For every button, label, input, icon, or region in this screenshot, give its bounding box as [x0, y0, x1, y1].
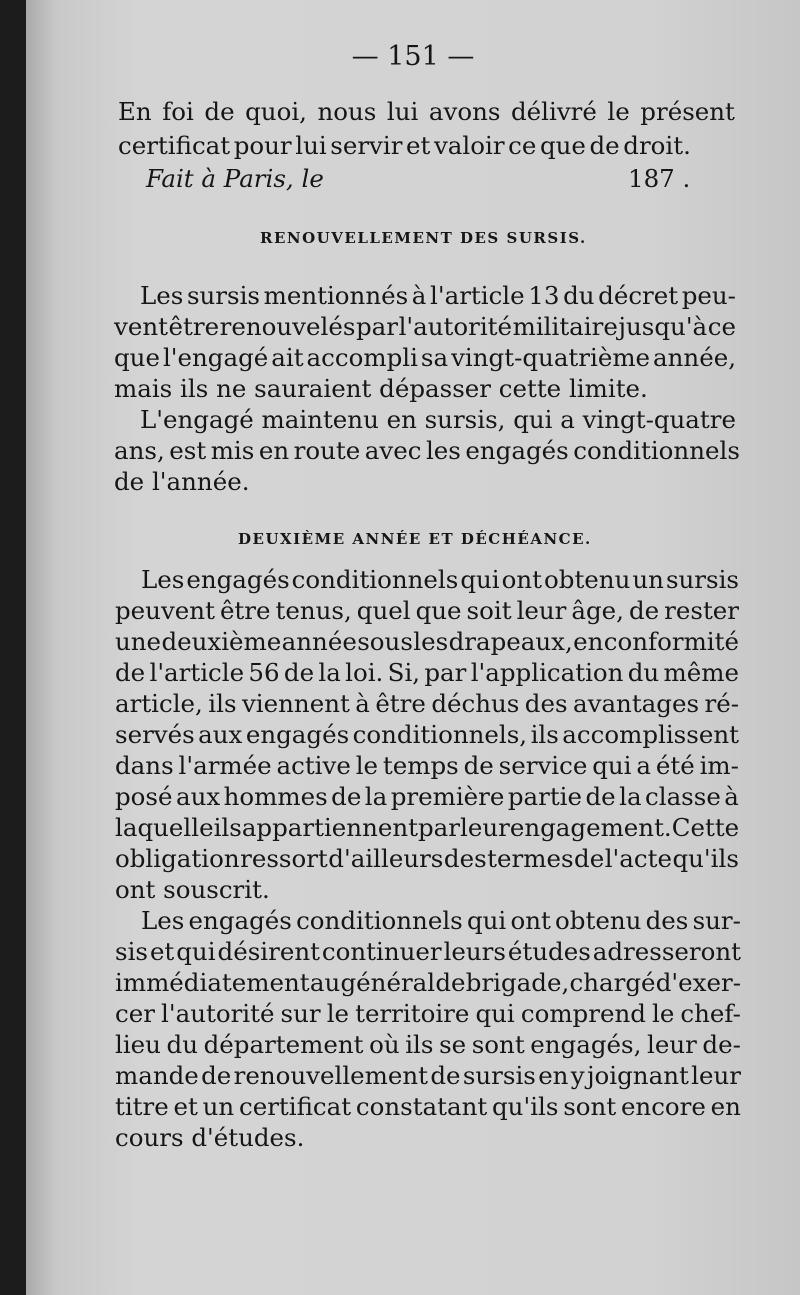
word: Les — [141, 565, 185, 594]
body-line — [115, 813, 739, 843]
section-heading-deuxieme-annee: DEUXIÈME ANNÉE ET DÉCHÉANCE. — [238, 530, 592, 548]
word: être — [219, 596, 271, 625]
body-line: de l'année. — [114, 467, 250, 496]
word: sur — [280, 999, 321, 1028]
word: aux — [198, 720, 243, 749]
word: sous — [357, 627, 413, 656]
word: ce — [508, 131, 537, 160]
word: se — [439, 1030, 467, 1059]
word: vingt-quatrième — [451, 343, 651, 372]
word: valoir — [433, 131, 505, 160]
word: département — [203, 1030, 364, 1059]
word: engagés — [245, 720, 350, 749]
word: certificat — [238, 1092, 352, 1121]
word: conditionnels, — [352, 720, 528, 749]
word: leur — [516, 596, 567, 625]
word: la — [318, 658, 341, 687]
word: appartiennent — [241, 813, 418, 842]
body-line — [115, 658, 739, 688]
word: à — [411, 281, 427, 310]
word: sursis — [462, 1061, 536, 1090]
body-line — [115, 596, 739, 626]
word: obtenu — [555, 906, 642, 935]
word: le — [607, 97, 630, 126]
word: accomplissent — [562, 720, 739, 749]
word: année, — [653, 343, 736, 372]
word: article, — [115, 689, 203, 718]
word: d'ailleurs — [328, 844, 444, 873]
word: partie — [507, 782, 583, 811]
word: désirent — [217, 937, 320, 966]
word: Les — [140, 281, 184, 310]
word: nous — [317, 97, 377, 126]
word: une — [115, 627, 162, 656]
word: L'engagé — [140, 405, 254, 434]
word: l'autorité — [398, 312, 513, 341]
word: drapeaux, — [448, 627, 573, 656]
word: jusqu'à — [618, 312, 708, 341]
body-line — [115, 1030, 741, 1060]
word: que — [415, 596, 462, 625]
word: lieu — [115, 1030, 161, 1059]
word: termes — [487, 844, 574, 873]
word: pour — [233, 131, 292, 160]
word: de — [463, 751, 494, 780]
word: mentionnés — [263, 281, 409, 310]
word: active — [276, 751, 351, 780]
word: servir — [330, 131, 403, 160]
body-line — [114, 436, 740, 466]
word: y — [570, 1061, 585, 1090]
word: la — [619, 782, 642, 811]
word: a — [560, 405, 575, 434]
word: laquelle — [115, 813, 214, 842]
word: peu- — [681, 281, 736, 310]
word: vingt-quatre — [582, 405, 736, 434]
word: sur- — [692, 906, 741, 935]
word: et — [173, 1092, 198, 1121]
body-line — [141, 906, 741, 936]
word: été — [655, 751, 695, 780]
word: deuxième — [161, 627, 282, 656]
word: engagés — [188, 906, 292, 935]
word: de — [589, 131, 620, 160]
word: de — [115, 658, 146, 687]
signature-place-date: Fait à Paris, le — [146, 164, 324, 193]
body-line — [115, 689, 739, 719]
word: ils — [530, 720, 559, 749]
word: où — [369, 1030, 400, 1059]
word: est — [169, 436, 207, 465]
word: les — [413, 627, 449, 656]
word: hommes — [223, 782, 328, 811]
word: année — [281, 627, 357, 656]
word: l'acte — [604, 844, 672, 873]
word: et — [149, 937, 175, 966]
word: que — [539, 131, 586, 160]
word: même — [663, 658, 739, 687]
body-line — [118, 97, 735, 127]
word: service — [498, 751, 588, 780]
word: viennent — [241, 689, 350, 718]
word: a — [636, 751, 651, 780]
word: du — [166, 1030, 199, 1059]
body-line — [115, 751, 739, 781]
word: des — [524, 689, 568, 718]
word: en — [258, 436, 290, 465]
word: engagés, — [530, 1030, 642, 1059]
body-line — [115, 1092, 741, 1122]
word: de — [574, 844, 605, 873]
word: sursis, — [424, 405, 506, 434]
word: avec — [364, 436, 422, 465]
word: mande — [115, 1061, 199, 1090]
word: délivré — [510, 97, 597, 126]
word: ressort — [240, 844, 328, 873]
word: chef- — [680, 999, 741, 1028]
word: sa — [420, 343, 449, 372]
body-line — [115, 968, 741, 998]
word: encore — [620, 1092, 706, 1121]
word: le — [651, 999, 675, 1028]
word: territoire — [355, 999, 470, 1028]
word: continuer — [321, 937, 442, 966]
body-line — [115, 1061, 741, 1091]
word: leurs — [443, 937, 506, 966]
word: classe — [645, 782, 721, 811]
word: sont — [563, 1092, 617, 1121]
word: sis — [115, 937, 148, 966]
word: qui — [513, 405, 553, 434]
word: ont — [501, 565, 543, 594]
word: Cette — [671, 813, 740, 842]
word: droit. — [623, 131, 691, 160]
word: de — [201, 1061, 232, 1090]
word: soit — [466, 596, 512, 625]
word: titre — [115, 1092, 169, 1121]
word: en — [573, 627, 604, 656]
word: études — [507, 937, 591, 966]
word: lui — [295, 131, 327, 160]
word: aux — [175, 782, 221, 811]
word: lui — [386, 97, 419, 126]
word: conditionnels — [291, 565, 459, 594]
word: les — [425, 436, 461, 465]
body-line — [140, 281, 736, 311]
word: à — [724, 782, 739, 811]
word: leur — [460, 813, 510, 842]
body-line — [115, 720, 739, 750]
word: chargé — [569, 968, 656, 997]
word: qui — [176, 937, 216, 966]
word: obtenu — [544, 565, 631, 594]
word: tenus, — [275, 596, 352, 625]
word: Les — [141, 906, 185, 935]
word: le — [355, 751, 379, 780]
word: déchus — [431, 689, 520, 718]
body-line: cours d'études. — [115, 1123, 305, 1152]
word: leur — [647, 1030, 697, 1059]
word: adresseront — [592, 937, 741, 966]
body-line — [115, 782, 739, 812]
word: quoi, — [245, 97, 307, 126]
word: leur — [691, 1061, 741, 1090]
word: qui — [466, 906, 507, 935]
word: conformité — [603, 627, 739, 656]
word: engagés — [186, 565, 290, 594]
word: conditionnels — [573, 436, 740, 465]
word: qui — [460, 565, 500, 594]
word: un — [202, 1092, 235, 1121]
word: renouvelés — [219, 312, 356, 341]
word: 13 — [528, 281, 560, 310]
word: quel — [356, 596, 411, 625]
word: du — [627, 658, 660, 687]
word: Si, — [387, 658, 421, 687]
body-line: ont souscrit. — [115, 875, 270, 904]
body-line — [114, 312, 736, 342]
word: de — [331, 782, 362, 811]
word: du — [563, 281, 595, 310]
word: immédiatement — [115, 968, 310, 997]
word: de — [283, 658, 315, 687]
word: mis — [210, 436, 255, 465]
body-line — [115, 627, 739, 657]
word: renouvellement — [233, 1061, 429, 1090]
word: temps — [382, 751, 459, 780]
word: ont — [510, 906, 551, 935]
word: qu'ils — [492, 1092, 559, 1121]
word: posé — [115, 782, 173, 811]
word: sursis — [665, 565, 739, 594]
word: militaire — [512, 312, 618, 341]
word: loi. — [345, 658, 384, 687]
word: l'application — [470, 658, 624, 687]
word: l'armée — [178, 751, 272, 780]
word: de — [585, 782, 616, 811]
word: et — [406, 131, 431, 160]
word: dans — [115, 751, 174, 780]
word: des — [443, 844, 487, 873]
book-page — [26, 0, 800, 1295]
word: à — [355, 689, 370, 718]
word: ils — [213, 813, 242, 842]
word: ré- — [704, 689, 739, 718]
word: décret — [598, 281, 679, 310]
word: qui — [475, 999, 515, 1028]
word: certificat — [118, 131, 231, 160]
word: ils — [208, 689, 237, 718]
word: vent — [114, 312, 168, 341]
word: im- — [699, 751, 739, 780]
word: sont — [471, 1030, 525, 1059]
body-line — [141, 565, 739, 595]
body-line — [115, 937, 741, 967]
word: présent — [640, 97, 735, 126]
word: route — [293, 436, 361, 465]
word: ait — [271, 343, 304, 372]
word: par — [424, 658, 467, 687]
word: ans, — [114, 436, 165, 465]
word: qu'ils — [672, 844, 739, 873]
word: un — [632, 565, 664, 594]
word: de — [435, 968, 466, 997]
word: général — [340, 968, 436, 997]
word: première — [390, 782, 505, 811]
word: par — [417, 813, 460, 842]
body-line — [115, 844, 739, 874]
word: peuvent — [115, 596, 215, 625]
body-line — [118, 131, 691, 161]
body-line — [114, 343, 736, 373]
word: ils — [405, 1030, 434, 1059]
word: accompli — [306, 343, 418, 372]
word: que — [114, 343, 160, 372]
word: ce — [707, 312, 736, 341]
word: par — [356, 312, 399, 341]
word: la — [364, 782, 388, 811]
word: maintenu — [261, 405, 379, 434]
word: de — [430, 1061, 461, 1090]
word: qui — [592, 751, 632, 780]
word: joignant — [586, 1061, 689, 1090]
word: obligation — [115, 844, 240, 873]
word: être — [375, 689, 426, 718]
word: de- — [702, 1030, 741, 1059]
word: constatant — [355, 1092, 488, 1121]
word: brigade, — [465, 968, 570, 997]
word: 56 — [248, 658, 280, 687]
word: foi — [162, 97, 194, 126]
word: l'article — [430, 281, 525, 310]
word: rester — [664, 596, 739, 625]
word: en — [538, 1061, 569, 1090]
word: cer — [115, 999, 155, 1028]
word: En — [118, 97, 152, 126]
word: d'exer- — [655, 968, 741, 997]
word: au — [309, 968, 341, 997]
word: engagés — [465, 436, 569, 465]
word: âge, — [571, 596, 624, 625]
body-line: mais ils ne sauraient dépasser cette limite. — [114, 374, 648, 403]
word: des — [645, 906, 689, 935]
word: conditionnels — [296, 906, 463, 935]
word: en — [710, 1092, 741, 1121]
page-number: — 151 — — [351, 41, 475, 72]
word: servés — [115, 720, 195, 749]
signature-year: 187 . — [628, 164, 691, 193]
word: en — [386, 405, 417, 434]
word: avons — [428, 97, 501, 126]
body-line — [115, 999, 741, 1029]
word: l'autorité — [161, 999, 275, 1028]
word: l'article — [149, 658, 245, 687]
word: avantages — [573, 689, 700, 718]
body-line — [140, 405, 736, 435]
word: être — [168, 312, 220, 341]
word: de — [628, 596, 660, 625]
word: de — [204, 97, 235, 126]
section-heading-renouvellement: RENOUVELLEMENT DES SURSIS. — [260, 229, 587, 247]
word: comprend — [520, 999, 646, 1028]
word: le — [326, 999, 350, 1028]
word: engagement. — [509, 813, 672, 842]
word: l'engagé — [162, 343, 269, 372]
word: sursis — [186, 281, 260, 310]
